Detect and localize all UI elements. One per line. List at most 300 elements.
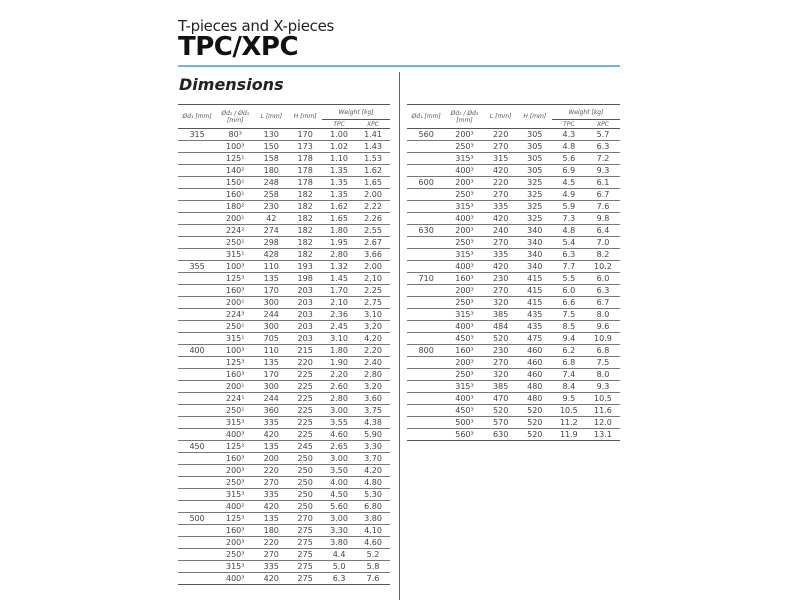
cell-d2-d3: 200³	[216, 537, 254, 549]
cell-weight-tpc: 4.8	[552, 141, 586, 153]
cell-d1	[178, 489, 216, 501]
cell-d2-d3: 160¹	[216, 189, 254, 201]
cell-l: 240	[484, 225, 518, 237]
cell-d2-d3: 140²	[216, 165, 254, 177]
cell-d2-d3: 315³	[445, 153, 483, 165]
cell-weight-xpc: 5.2	[356, 549, 390, 561]
cell-weight-xpc: 6.7	[586, 297, 620, 309]
cell-d1	[178, 417, 216, 429]
cell-d1	[178, 537, 216, 549]
cell-weight-xpc: 10.9	[586, 333, 620, 345]
cell-weight-tpc: 5.9	[552, 201, 586, 213]
cell-weight-tpc: 2.10	[322, 297, 356, 309]
cell-h: 435	[518, 321, 552, 333]
cell-l: 420	[484, 165, 518, 177]
table-header	[407, 105, 620, 129]
cell-d1: 560	[407, 129, 445, 141]
cell-weight-xpc: 13.1	[586, 429, 620, 441]
table-row	[178, 345, 390, 357]
cell-d1	[178, 405, 216, 417]
cell-d2-d3: 250³	[216, 549, 254, 561]
cell-d2-d3: 315³	[445, 381, 483, 393]
cell-h: 250	[288, 489, 322, 501]
cell-h: 415	[518, 297, 552, 309]
cell-weight-xpc: 12.0	[586, 417, 620, 429]
cell-d2-d3: 160³	[216, 369, 254, 381]
cell-d2-d3: 80³	[216, 129, 254, 141]
cell-d1: 315	[178, 129, 216, 141]
cell-weight-tpc: 3.00	[322, 405, 356, 417]
header-rule	[178, 65, 620, 67]
table-row	[407, 213, 620, 225]
table-row	[407, 261, 620, 273]
cell-weight-xpc: 3.80	[356, 513, 390, 525]
table-row	[407, 345, 620, 357]
table-row	[178, 213, 390, 225]
cell-d1	[407, 321, 445, 333]
table-row	[178, 573, 390, 585]
header-tpc: TPC	[552, 120, 586, 129]
cell-weight-xpc: 3.66	[356, 249, 390, 261]
table-row	[407, 369, 620, 381]
cell-l: 420	[254, 501, 288, 513]
cell-d2-d3: 200³	[445, 177, 483, 189]
cell-h: 275	[288, 573, 322, 585]
cell-d1	[407, 261, 445, 273]
cell-l: 300	[254, 321, 288, 333]
cell-d2-d3: 315³	[216, 561, 254, 573]
table-row	[178, 525, 390, 537]
cell-d1: 400	[178, 345, 216, 357]
cell-d2-d3: 125²	[216, 441, 254, 453]
cell-weight-tpc: 1.80	[322, 225, 356, 237]
cell-weight-tpc: 3.80	[322, 537, 356, 549]
cell-l: 150	[254, 141, 288, 153]
cell-weight-tpc: 9.4	[552, 333, 586, 345]
cell-weight-xpc: 2.75	[356, 297, 390, 309]
cell-l: 420	[254, 429, 288, 441]
cell-weight-tpc: 4.8	[552, 225, 586, 237]
cell-weight-tpc: 8.4	[552, 381, 586, 393]
table-row	[178, 177, 390, 189]
cell-d2-d3: 315³	[445, 249, 483, 261]
cell-d2-d3: 250³	[445, 369, 483, 381]
cell-l: 705	[254, 333, 288, 345]
cell-l: 520	[484, 405, 518, 417]
cell-weight-tpc: 6.8	[552, 357, 586, 369]
cell-weight-tpc: 4.3	[552, 129, 586, 141]
cell-weight-xpc: 4.38	[356, 417, 390, 429]
table-row	[407, 381, 620, 393]
cell-weight-xpc: 4.10	[356, 525, 390, 537]
cell-weight-xpc: 6.7	[586, 189, 620, 201]
cell-d1: 800	[407, 345, 445, 357]
cell-h: 182	[288, 189, 322, 201]
table-row	[407, 393, 620, 405]
cell-d2-d3: 400³	[445, 213, 483, 225]
cell-weight-tpc: 1.00	[322, 129, 356, 141]
cell-d1: 710	[407, 273, 445, 285]
cell-d2-d3: 315¹	[216, 249, 254, 261]
cell-weight-xpc: 2.10	[356, 273, 390, 285]
cell-d1	[178, 381, 216, 393]
cell-weight-tpc: 11.9	[552, 429, 586, 441]
cell-l: 135	[254, 273, 288, 285]
cell-h: 198	[288, 273, 322, 285]
cell-l: 230	[484, 273, 518, 285]
table-row	[407, 189, 620, 201]
cell-weight-tpc: 3.30	[322, 525, 356, 537]
cell-d2-d3: 200³	[445, 225, 483, 237]
cell-d1	[178, 201, 216, 213]
header-d2-d3: Ød₂ / Ød₃ [mm]	[221, 109, 250, 124]
cell-weight-tpc: 7.7	[552, 261, 586, 273]
cell-d2-d3: 200³	[445, 357, 483, 369]
cell-h: 460	[518, 357, 552, 369]
section-heading: Dimensions	[179, 75, 284, 94]
cell-weight-xpc: 2.20	[356, 345, 390, 357]
cell-h: 415	[518, 273, 552, 285]
cell-h: 225	[288, 417, 322, 429]
cell-h: 250	[288, 501, 322, 513]
cell-h: 182	[288, 213, 322, 225]
cell-h: 325	[518, 189, 552, 201]
cell-weight-xpc: 2.67	[356, 237, 390, 249]
cell-weight-xpc: 11.6	[586, 405, 620, 417]
table-row	[178, 225, 390, 237]
cell-l: 428	[254, 249, 288, 261]
cell-l: 420	[484, 213, 518, 225]
cell-h: 178	[288, 165, 322, 177]
cell-h: 325	[518, 213, 552, 225]
table-row	[407, 141, 620, 153]
cell-d1	[178, 501, 216, 513]
cell-l: 335	[254, 489, 288, 501]
cell-weight-tpc: 1.90	[322, 357, 356, 369]
cell-d2-d3: 400³	[445, 261, 483, 273]
header-d1: Ød₁ [mm]	[182, 113, 212, 120]
cell-d1	[407, 417, 445, 429]
cell-d1	[178, 333, 216, 345]
table-row	[178, 549, 390, 561]
cell-h: 275	[288, 525, 322, 537]
cell-weight-xpc: 8.0	[586, 309, 620, 321]
cell-l: 180	[254, 525, 288, 537]
cell-weight-xpc: 1.65	[356, 177, 390, 189]
table-row	[178, 501, 390, 513]
cell-weight-xpc: 7.6	[586, 201, 620, 213]
cell-weight-xpc: 4.60	[356, 537, 390, 549]
header-h: H [mm]	[523, 113, 547, 120]
cell-d1	[407, 201, 445, 213]
cell-h: 340	[518, 261, 552, 273]
header-l: L [mm]	[260, 113, 283, 120]
cell-l: 220	[254, 465, 288, 477]
cell-h: 275	[288, 537, 322, 549]
cell-weight-tpc: 1.95	[322, 237, 356, 249]
cell-weight-tpc: 6.9	[552, 165, 586, 177]
cell-l: 42	[254, 213, 288, 225]
table-row	[407, 321, 620, 333]
cell-l: 270	[254, 477, 288, 489]
cell-weight-xpc: 3.20	[356, 321, 390, 333]
cell-d1: 500	[178, 513, 216, 525]
cell-l: 300	[254, 297, 288, 309]
cell-l: 335	[484, 249, 518, 261]
cell-weight-tpc: 2.80	[322, 393, 356, 405]
table-header	[178, 105, 390, 129]
cell-weight-tpc: 2.36	[322, 309, 356, 321]
cell-weight-xpc: 10.5	[586, 393, 620, 405]
cell-weight-xpc: 6.8	[586, 345, 620, 357]
cell-weight-xpc: 6.3	[586, 141, 620, 153]
cell-l: 248	[254, 177, 288, 189]
cell-l: 270	[254, 549, 288, 561]
cell-weight-xpc: 6.80	[356, 501, 390, 513]
cell-d1	[178, 429, 216, 441]
table-row	[178, 561, 390, 573]
table-row	[407, 417, 620, 429]
cell-h: 460	[518, 345, 552, 357]
cell-h: 480	[518, 381, 552, 393]
cell-weight-tpc: 4.50	[322, 489, 356, 501]
cell-l: 220	[484, 177, 518, 189]
header-weight: Weight [kg]	[568, 108, 604, 116]
cell-weight-tpc: 1.65	[322, 213, 356, 225]
cell-d2-d3: 125³	[216, 513, 254, 525]
cell-l: 180	[254, 165, 288, 177]
cell-weight-xpc: 3.70	[356, 453, 390, 465]
cell-d2-d3: 250¹	[216, 237, 254, 249]
cell-l: 315	[484, 153, 518, 165]
cell-l: 630	[484, 429, 518, 441]
cell-l: 484	[484, 321, 518, 333]
cell-l: 320	[484, 297, 518, 309]
table-row	[407, 309, 620, 321]
cell-weight-xpc: 2.00	[356, 261, 390, 273]
cell-weight-tpc: 6.3	[552, 249, 586, 261]
cell-d1	[178, 297, 216, 309]
cell-weight-xpc: 9.3	[586, 165, 620, 177]
cell-d1	[407, 297, 445, 309]
cell-d1	[407, 237, 445, 249]
cell-weight-tpc: 1.62	[322, 201, 356, 213]
cell-weight-tpc: 1.45	[322, 273, 356, 285]
cell-weight-xpc: 1.43	[356, 141, 390, 153]
cell-weight-tpc: 1.35	[322, 177, 356, 189]
table-row	[407, 273, 620, 285]
cell-weight-tpc: 1.35	[322, 165, 356, 177]
cell-weight-tpc: 3.10	[322, 333, 356, 345]
cell-d2-d3: 160³	[216, 525, 254, 537]
cell-weight-xpc: 7.2	[586, 153, 620, 165]
cell-d1	[407, 249, 445, 261]
cell-l: 274	[254, 225, 288, 237]
cell-d1	[407, 165, 445, 177]
cell-d2-d3: 100³	[216, 141, 254, 153]
dimensions-table-right	[407, 104, 620, 441]
cell-l: 170	[254, 369, 288, 381]
cell-weight-xpc: 3.20	[356, 381, 390, 393]
cell-d2-d3: 400³	[445, 321, 483, 333]
cell-weight-xpc: 4.20	[356, 333, 390, 345]
cell-weight-tpc: 8.5	[552, 321, 586, 333]
cell-d1	[178, 153, 216, 165]
cell-d2-d3: 160³	[216, 453, 254, 465]
cell-d2-d3: 250³	[445, 189, 483, 201]
cell-d2-d3: 200¹	[216, 213, 254, 225]
cell-d1: 355	[178, 261, 216, 273]
cell-l: 135	[254, 513, 288, 525]
table-row	[178, 201, 390, 213]
cell-weight-xpc: 9.3	[586, 381, 620, 393]
cell-weight-xpc: 1.53	[356, 153, 390, 165]
cell-d1	[178, 141, 216, 153]
cell-weight-tpc: 5.4	[552, 237, 586, 249]
cell-weight-tpc: 7.3	[552, 213, 586, 225]
column-divider	[399, 72, 400, 600]
cell-l: 244	[254, 309, 288, 321]
table-row	[178, 129, 390, 141]
cell-l: 135	[254, 357, 288, 369]
table-row	[178, 285, 390, 297]
table-row	[407, 249, 620, 261]
cell-h: 325	[518, 201, 552, 213]
cell-l: 110	[254, 345, 288, 357]
cell-d1	[178, 225, 216, 237]
header-weight: Weight [kg]	[338, 108, 374, 116]
cell-h: 305	[518, 129, 552, 141]
cell-weight-xpc: 6.3	[586, 285, 620, 297]
cell-d2-d3: 400³	[445, 393, 483, 405]
table-row	[407, 177, 620, 189]
cell-d1	[178, 477, 216, 489]
cell-d1	[178, 249, 216, 261]
cell-weight-xpc: 7.0	[586, 237, 620, 249]
cell-weight-tpc: 6.6	[552, 297, 586, 309]
cell-d1	[178, 189, 216, 201]
table-row	[178, 309, 390, 321]
cell-l: 270	[484, 285, 518, 297]
cell-d2-d3: 315³	[216, 417, 254, 429]
cell-d1	[178, 369, 216, 381]
cell-d2-d3: 125¹	[216, 153, 254, 165]
cell-d1	[178, 213, 216, 225]
table-row	[407, 165, 620, 177]
page-subtitle: T-pieces and X-pieces	[178, 17, 335, 35]
cell-h: 225	[288, 429, 322, 441]
cell-l: 300	[254, 381, 288, 393]
cell-weight-xpc: 5.8	[356, 561, 390, 573]
cell-weight-tpc: 5.5	[552, 273, 586, 285]
cell-weight-tpc: 1.70	[322, 285, 356, 297]
cell-d2-d3: 250³	[445, 141, 483, 153]
cell-d2-d3: 160³	[445, 273, 483, 285]
table-row	[178, 537, 390, 549]
cell-l: 298	[254, 237, 288, 249]
cell-d1: 450	[178, 441, 216, 453]
cell-d2-d3: 200³	[445, 129, 483, 141]
cell-d2-d3: 250³	[445, 297, 483, 309]
cell-weight-tpc: 3.00	[322, 453, 356, 465]
cell-weight-tpc: 4.60	[322, 429, 356, 441]
cell-weight-tpc: 5.60	[322, 501, 356, 513]
cell-d1	[178, 309, 216, 321]
cell-weight-xpc: 2.55	[356, 225, 390, 237]
cell-weight-tpc: 2.60	[322, 381, 356, 393]
cell-l: 230	[254, 201, 288, 213]
cell-weight-tpc: 6.0	[552, 285, 586, 297]
cell-weight-xpc: 9.8	[586, 213, 620, 225]
cell-l: 270	[484, 357, 518, 369]
cell-weight-xpc: 2.80	[356, 369, 390, 381]
table-row	[178, 237, 390, 249]
cell-d2-d3: 560³	[445, 429, 483, 441]
cell-l: 230	[484, 345, 518, 357]
cell-weight-xpc: 2.40	[356, 357, 390, 369]
cell-d1	[178, 321, 216, 333]
table-row	[407, 237, 620, 249]
cell-weight-tpc: 4.4	[322, 549, 356, 561]
cell-d1	[178, 453, 216, 465]
header-xpc: XPC	[356, 120, 390, 129]
cell-l: 385	[484, 381, 518, 393]
table-row	[178, 165, 390, 177]
cell-d1	[407, 369, 445, 381]
cell-d1	[407, 405, 445, 417]
cell-l: 170	[254, 285, 288, 297]
cell-h: 203	[288, 285, 322, 297]
cell-l: 270	[484, 189, 518, 201]
cell-weight-xpc: 3.75	[356, 405, 390, 417]
cell-d2-d3: 250³	[216, 477, 254, 489]
cell-d2-d3: 100³	[216, 261, 254, 273]
cell-d2-d3: 224³	[216, 309, 254, 321]
cell-d2-d3: 125³	[216, 273, 254, 285]
table-row	[178, 321, 390, 333]
cell-d2-d3: 200³	[216, 465, 254, 477]
cell-h: 475	[518, 333, 552, 345]
cell-d1	[407, 357, 445, 369]
cell-weight-tpc: 9.5	[552, 393, 586, 405]
cell-h: 305	[518, 141, 552, 153]
table-row	[178, 297, 390, 309]
table-row	[407, 129, 620, 141]
table-row	[407, 357, 620, 369]
cell-d1	[178, 237, 216, 249]
cell-weight-xpc: 5.30	[356, 489, 390, 501]
cell-weight-tpc: 3.55	[322, 417, 356, 429]
cell-d1: 630	[407, 225, 445, 237]
cell-weight-xpc: 10.2	[586, 261, 620, 273]
cell-l: 520	[484, 333, 518, 345]
cell-weight-xpc: 3.60	[356, 393, 390, 405]
cell-weight-tpc: 4.00	[322, 477, 356, 489]
table-row	[178, 141, 390, 153]
cell-h: 340	[518, 249, 552, 261]
table-row	[178, 153, 390, 165]
cell-weight-xpc: 1.41	[356, 129, 390, 141]
cell-weight-tpc: 1.32	[322, 261, 356, 273]
table-row	[178, 405, 390, 417]
cell-l: 158	[254, 153, 288, 165]
cell-l: 420	[254, 573, 288, 585]
cell-d2-d3: 100³	[216, 345, 254, 357]
cell-h: 173	[288, 141, 322, 153]
cell-h: 305	[518, 153, 552, 165]
header-h: H [mm]	[293, 113, 317, 120]
cell-h: 178	[288, 177, 322, 189]
